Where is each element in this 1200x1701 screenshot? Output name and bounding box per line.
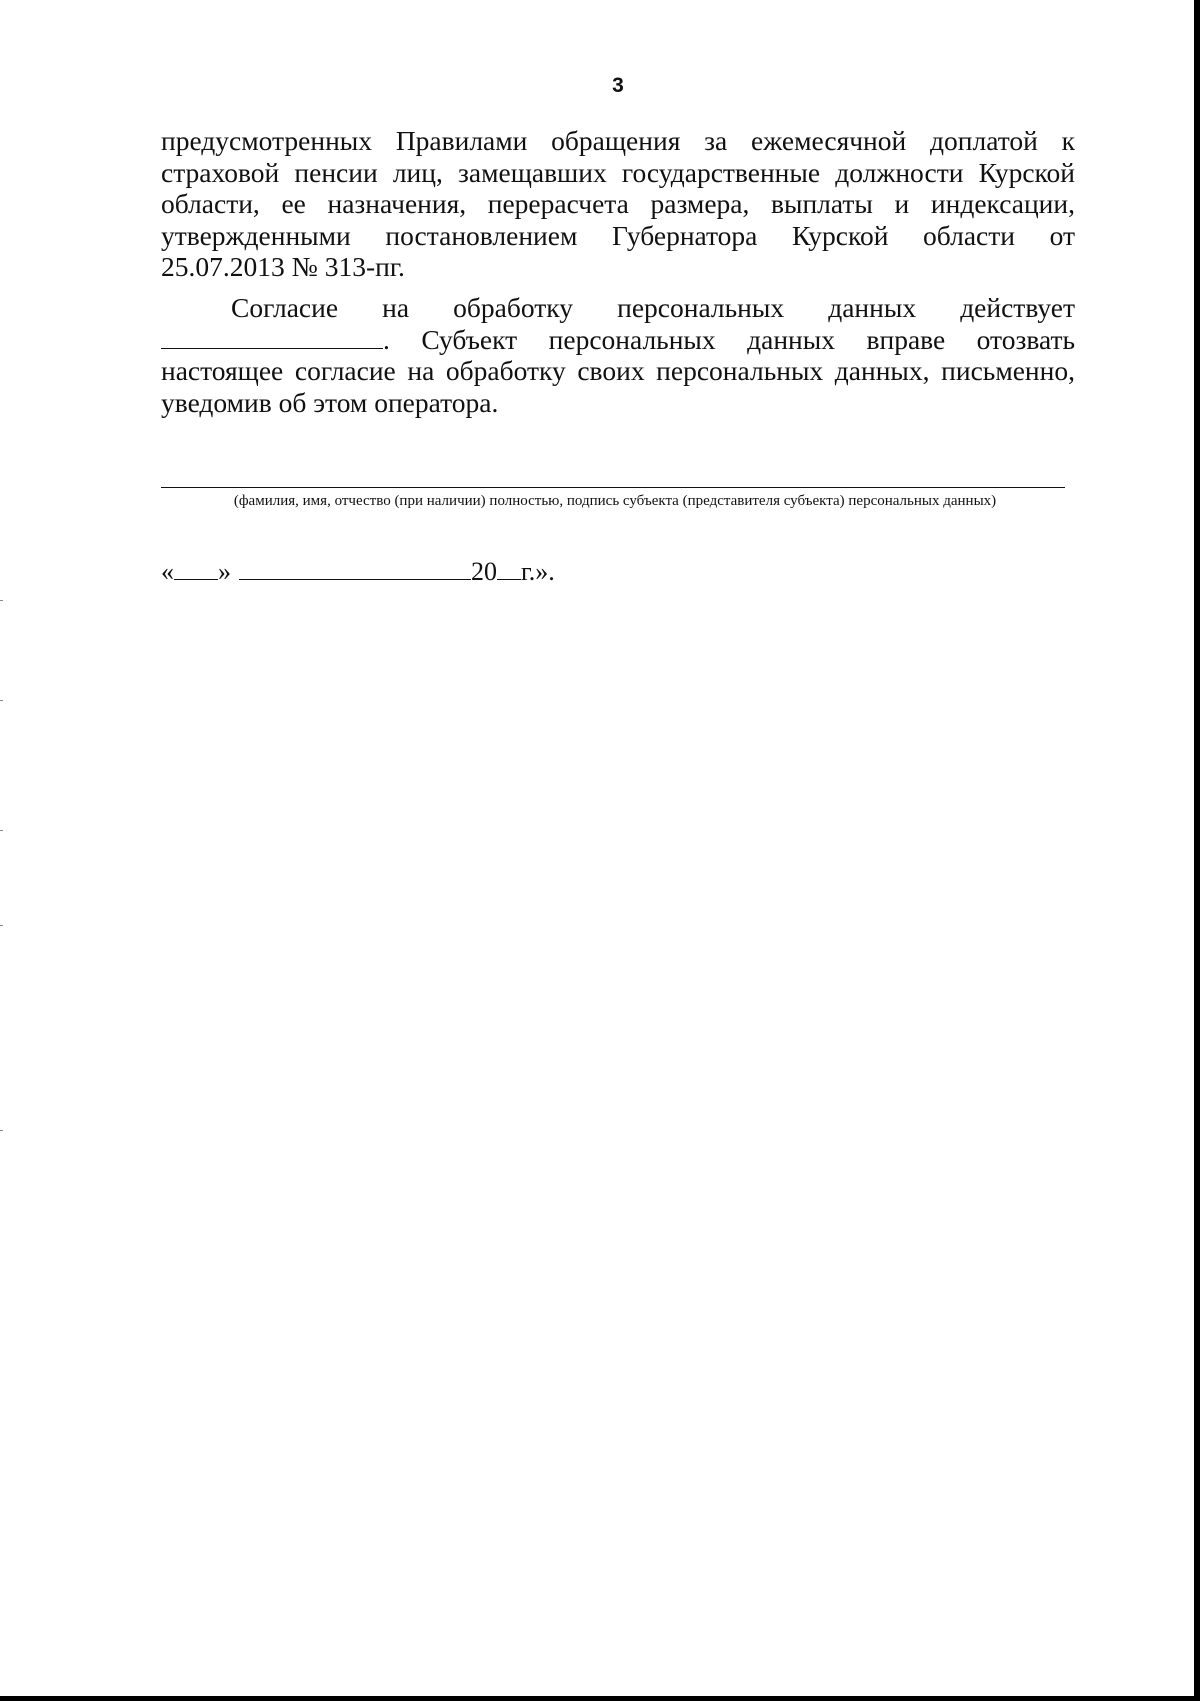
signature-line[interactable] <box>161 487 1065 488</box>
scan-mark <box>0 1130 3 1131</box>
paragraph-line: уведомив об этом оператора. <box>161 386 499 418</box>
date-year-prefix: 20 <box>471 557 497 586</box>
date-suffix: г.». <box>521 557 555 586</box>
date-month-blank[interactable] <box>239 557 471 580</box>
scan-mark <box>0 600 3 601</box>
date-day-blank[interactable] <box>174 557 218 580</box>
scan-mark <box>0 700 3 701</box>
paragraph-consent-validity <box>161 292 1075 418</box>
paragraph-line: настоящее согласие на обработку своих персональных данных, письменно, <box>161 355 1075 386</box>
page-number: 3 <box>612 74 624 97</box>
paragraph-line: Согласие на обработку персональных данных действует <box>231 292 1075 323</box>
paragraph-line: области, ее назначения, перерасчета размера, выплаты и индексации, <box>161 188 1075 219</box>
scan-edge-right <box>1194 0 1200 1701</box>
paragraph-line-text: . Субъект персональных данных вправе отозвать <box>383 323 1075 355</box>
scan-edge-bottom <box>0 1696 1200 1701</box>
scan-mark <box>0 830 3 831</box>
date-year-blank[interactable] <box>497 557 521 580</box>
paragraph-rules-reference <box>161 125 1075 283</box>
scan-mark <box>0 925 3 926</box>
paragraph-line: 25.07.2013 № 313-пг. <box>161 251 405 282</box>
date-close-quote: » <box>218 557 231 586</box>
paragraph-line: предусмотренных Правилами обращения за ежемесячной доплатой к <box>161 125 1075 156</box>
paragraph-line: утвержденными постановлением Губернатора Курской области от <box>161 219 1075 251</box>
signature-caption: (фамилия, имя, отчество (при наличии) полностью, подпись субъекта (представителя субъекта) персональных данных) <box>233 493 997 509</box>
date-line <box>161 557 555 587</box>
paragraph-line-with-blank <box>161 324 1075 356</box>
paragraph-line: страховой пенсии лиц, замещавших государственные должности Курской <box>161 156 1075 188</box>
date-open-quote: « <box>161 557 174 586</box>
validity-period-blank[interactable] <box>161 324 383 349</box>
